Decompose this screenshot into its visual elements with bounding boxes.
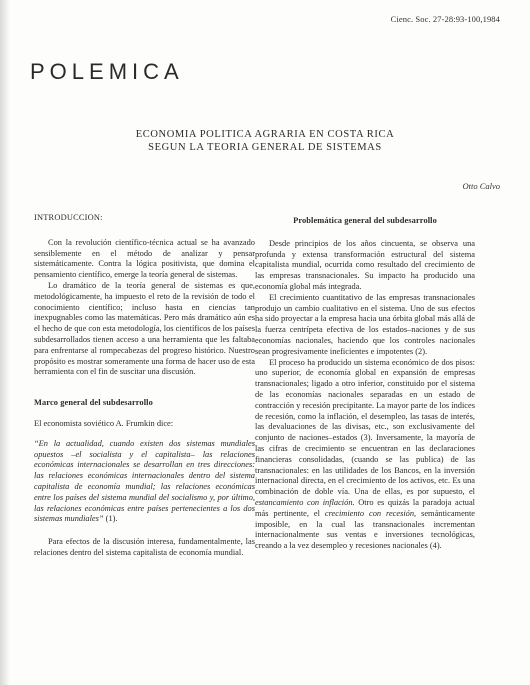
paragraph-3-part-c: semánticamente imposible, en la cual las transnacionales incrementan internacionalmente sus ventas e inversiones tecnológicas, creando a la vez desempleo y recesiones nacionales (4). — [255, 508, 476, 551]
article-title-line-1: ECONOMIA POLITICA AGRARIA EN COSTA RICA — [135, 129, 395, 140]
introduction-paragraph-1: Con la revolución científico-técnica actual se ha avanzado sensiblemente en el método de analizar y pensar sistemáticamente. Contra la lógica positivista, que domina el pensamiento científico, emerge la teoría general de sistemas. — [34, 237, 255, 280]
marco-general-paragraph-1: El economista soviético A. Frumkin dice: — [34, 418, 174, 428]
frumkin-quote-reference: (1). — [105, 514, 118, 524]
paragraph-3-part-a: El proceso ha producido un sistema económico de dos pisos: uno superior, de economía global en expansión de empresas transnacionales; ligado a otro inferior, constituido por el sistema de las economías nacionales separadas en un estado de contracción y recesión precipitante. La mayor parte de los índices de recesión, como la inflación, el desempleo, las tasas de interés, las devaluaciones de las divisas, etc., son exclusivamente del conjunto de naciones–estados (3). Inversamente, la mayoría de las cifras de crecimiento se encuentran en las declaraciones financieras consolidadas, (cuando se las publica) de las transnacionales: en las utilidades de los Bancos, en la inversión internacional directa, en el crecimiento de los activos, etc. Es una combinación de doble vía. Una de ellas, es por supuesto, el — [255, 357, 475, 497]
author-name: Otto Calvo — [462, 181, 500, 191]
marco-general-paragraph-2: Para efectos de la discusión interesa, fundamentalmente, las relaciones dentro del sistema capitalista de economía mundial. — [34, 537, 255, 557]
article-title-line-2: SEGUN LA TEORIA GENERAL DE SISTEMAS — [148, 142, 382, 153]
section-title: POLEMICA — [30, 59, 184, 84]
introduction-paragraph-2: Lo dramático de la teoría general de sistemas es que, metodológicamente, ha impuesto el reto de la revisión de todo el conocimiento científico; incluso hasta en ciencias tan inexpugnables como las matemáticas. Pero más dramático aún es el hecho de que con esta metodología, los científicos de los países subdesarrollados tienen acceso a una herramienta que les faltaba para enfrentarse al rompecabezas del progreso histórico. Nuestro propósito es mostrar someramente una forma de hacer uso de esta herramienta con el fin de suscitar una discusión. — [34, 280, 255, 377]
frumkin-quote-text: “En la actualidad, cuando existen dos sistemas mundiales opuestos –el socialista y el capitalista– las relaciones económicas internacionales se desarrollan en tres direcciones: las relaciones económicas internacionales dentro del sistema capitalista de economía mundial; las relaciones económicas entre los países del sistema mundial del socialismo y, por último, las relaciones económicas entre países pertenecientes a los dos sistemas mundiales” — [34, 438, 255, 524]
journal-reference: Cienc. Soc. 27-28:93-100,1984 — [390, 14, 500, 24]
problematica-heading: Problemática general del subdesarrollo — [293, 216, 437, 225]
paragraph-3-emphasis-1: estancamiento con inflación. — [255, 497, 355, 507]
problematica-paragraph-1: Desde principios de los años cincuenta, se observa una profunda y extensa transformación estructural del sistema capitalista mundial, ocurrida como resultado del crecimiento de las empresas transnacionales. Su impacto ha producido una economía global más integrada. — [255, 238, 475, 291]
left-column — [34, 213, 255, 559]
marco-general-heading: Marco general del subdesarrollo — [34, 398, 153, 408]
page-edge-shadow — [0, 0, 10, 685]
right-column — [255, 216, 475, 552]
frumkin-quote — [34, 439, 255, 525]
paragraph-3-emphasis-2: crecimiento con recesión, — [324, 508, 417, 518]
article-title — [0, 128, 530, 154]
problematica-paragraph-3 — [255, 358, 475, 552]
problematica-paragraph-2: El crecimiento cuantitativo de las empresas transnacionales produjo un cambio cualitativo en el sistema. Uno de sus efectos ha sido proyectar a la empresa hacia una órbita global más allá de la fuerza centrípeta efectiva de los estados–naciones y de sus economías nacionales, haciendo que los controles nacionales sean progresivamente ineficientes e impotentes (2). — [255, 292, 475, 356]
introduction-heading: INTRODUCCION: — [34, 213, 103, 222]
paragraph-3-part-b: Otro es quizás la paradoja actual más pertinente, el — [255, 497, 476, 518]
